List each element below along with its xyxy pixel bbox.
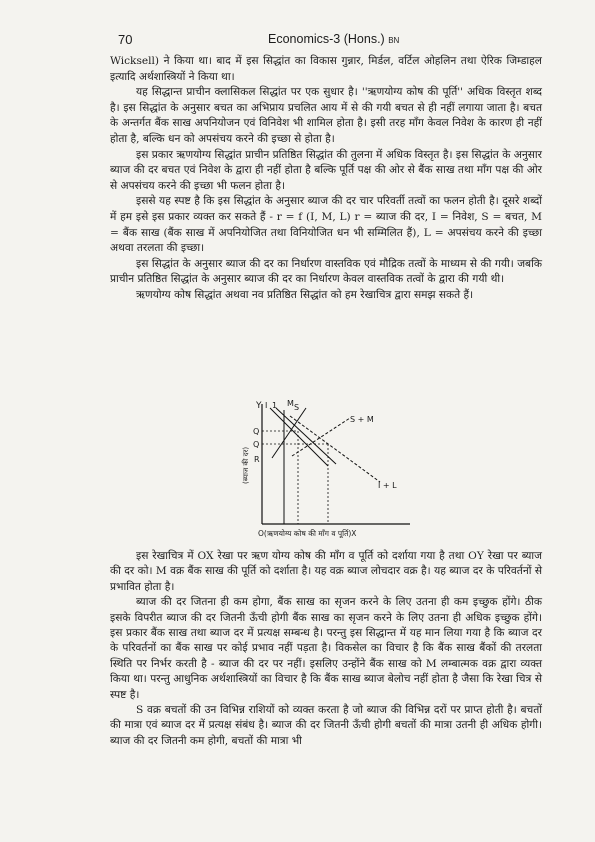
curve-label-m: M (287, 399, 294, 408)
i-plus-l-curve (290, 416, 380, 482)
page-number: 70 (118, 32, 133, 47)
i1-curve (276, 408, 336, 464)
x-axis-label: O(ऋणयोग्य कोष की माँग व पूर्ति)X (258, 529, 357, 538)
page-header (118, 32, 538, 50)
paragraph: इससे यह स्पष्ट है कि इस सिद्धांत के अनुसार ब्याज की दर चार परिवर्ती तत्वों का फलन होती है। दूसरे शब्दों में हम इसे इस प्रकार व्यक्त कर सकते हैं - r = f (I, M, L) r = ब्याज की दर, I = निवेश, S = बचत, M = बैंक साख (बैंक साख में अपनियोजित तथा विनियोजित धन भी सम्मिलित हैं), L = अपसंचय करने की इच्छा अथवा तरलता की इच्छा। (110, 195, 542, 255)
paragraph: S वक्र बचतों की उन विभिन्न राशियों को व्यक्त करता है जो ब्याज की विभिन्न दरों पर प्राप्त होती है। बचतों की मात्रा एवं ब्याज दर में प्रत्यक्ष संबंध है। ब्याज की दर जितनी ऊँची होगी बचतों की मात्रा उतनी ही अधिक होगी। ब्याज की दर जितनी कम होगी, बचतों की मात्रा भी (110, 704, 542, 747)
curve-label-i-plus-l: I + L (378, 481, 397, 490)
point-label-r: R (254, 455, 260, 464)
paragraph: Wicksell) ने किया था। बाद में इस सिद्धांत का विकास गुन्नार, मिर्डल, वर्टिल ओहलिन तथा ऐरिक जिम्डाहल इत्यादि अर्थशास्त्रियों ने किया था। (110, 55, 542, 83)
paragraph: यह सिद्धान्त प्राचीन क्लासिकल सिद्धांत पर एक सुधार है। ''ऋणयोग्य कोष की पूर्ति'' अधिक विस्तृत शब्द है। इस सिद्धांत के अनुसार बचत का अभिप्राय प्रचलित आय में से की गयी बचत से ही नहीं लगाया जाता है। बचत के अन्तर्गत बैंक साख अपनियोजन एवं विनिवेश भी शामिल होता है। इसी तरह माँग केवल निवेश के कारण ही नहीं होता है, बल्कि धन को अपसंचय करने की इच्छा से होता है। (110, 86, 542, 145)
book-title-text: Economics-3 (Hons.) (268, 32, 385, 46)
curve-label-s: S (294, 403, 300, 412)
curve-label-s-plus-m: S + M (350, 415, 374, 424)
text-block-top (110, 54, 542, 304)
point-label-q1: Q (253, 440, 260, 449)
paragraph: ब्याज की दर जितना ही कम होगा, बैंक साख का सृजन करने के लिए उतना ही कम इच्छुक होंगे। ठीक इसके विपरीत ब्याज की दर जितनी ऊँची होगी बैंक साख का सृजन करने के लिए उतना ही अधिक इच्छुक होंगे। इस प्रकार बैंक साख तथा ब्याज दर में प्रत्यक्ष सम्बन्ध है। परन्तु इस सिद्धान्त में यह मान लिया गया है कि ब्याज दर के परिवर्तनों का बैंक साख पर कोई प्रभाव नहीं पड़ता है। विकसेल का विचार है कि बैंक साख बैंकों की तरलता स्थिति पर निर्भर करती है - ब्याज की दर पर नहीं। इसलिए उन्होंने बैंक साख को M लम्बात्मक वक्र द्वारा व्यक्त किया था। परन्तु आधुनिक अर्थशास्त्रियों का विचार है कि बैंक साख ब्याज बेलोच नहीं होता है जैसा कि रेखा चित्र से स्पष्ट है। (110, 596, 542, 701)
curve-label-i1: 1 (272, 401, 278, 410)
text-block-bottom (110, 549, 542, 749)
paragraph: इस प्रकार ऋणयोग्य सिद्धांत प्राचीन प्रतिष्ठित सिद्धांत की तुलना में अधिक विस्तृत है। इस सिद्धांत के अनुसार ब्याज की दर बचत एवं निवेश के द्वारा ही नहीं होता है बल्कि पूर्ति पक्ष की ओर से बैंक साख तथा माँग पक्ष की ओर से अपसंचय करने की इच्छा भी फलन होता है। (110, 148, 542, 192)
paragraph: ऋणयोग्य कोष सिद्धांत अथवा नव प्रतिष्ठित सिद्धांत को हम रेखाचित्र द्वारा समझ सकते हैं। (136, 288, 474, 301)
paragraph: इस सिद्धांत के अनुसार ब्याज की दर का निर्धारण वास्तविक एवं मौद्रिक तत्वों के माध्यम से की गयी। जबकि प्राचीन प्रतिष्ठित सिद्धांत के अनुसार ब्याज की दर का निर्धारण केवल वास्तविक तत्वों के द्वारा की गयी थी। (110, 257, 542, 286)
y-axis-label: (ब्याज की दर) (242, 446, 250, 484)
diagram-svg (232, 396, 422, 546)
paragraph: इस रेखाचित्र में OX रेखा पर ऋण योग्य कोष की माँग व पूर्ति को दर्शाया गया है तथा OY रेखा पर ब्याज की दर को। M वक्र बैंक साख की पूर्ति को दर्शाता है। यह वक्र ब्याज लोचदार वक्र है। यह ब्याज दर के परिवर्तनों से प्रभावित होता है। (110, 550, 542, 593)
book-title (268, 32, 399, 46)
loanable-funds-diagram (232, 396, 422, 546)
curve-label-i: I (265, 401, 268, 410)
y-axis-letter: Y (256, 401, 262, 411)
book-title-suffix: BN (388, 36, 400, 45)
point-label-q: Q (253, 427, 260, 436)
